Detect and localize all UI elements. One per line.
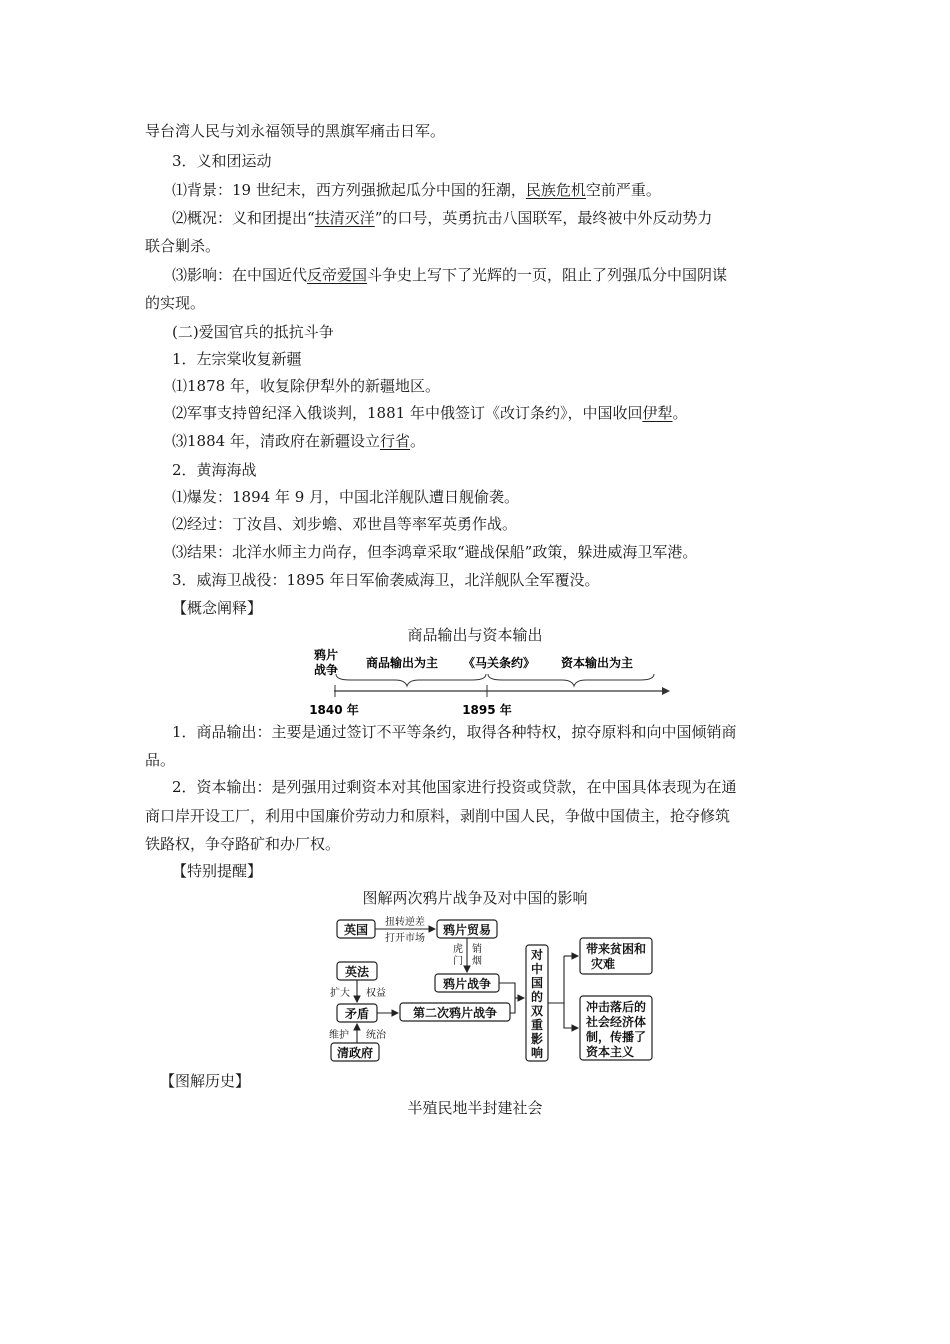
label-maintain: 维护 — [329, 1030, 349, 1041]
label-opium-war: 鸦片战争 — [442, 977, 492, 991]
section-label: 【概念阐释】 — [172, 599, 263, 617]
para-line: 品。 — [145, 751, 176, 769]
year-1840: 1840 年 — [309, 703, 359, 717]
label-effect-1-l1: 带来贫困和 — [585, 942, 647, 956]
dual-impact-char: 重 — [530, 1018, 544, 1032]
section-heading: 1．左宗棠收复新疆 — [172, 350, 302, 368]
opium-diagram-title: 图解两次鸦片战争及对中国的影响 — [362, 889, 588, 907]
dual-impact-char: 的 — [530, 990, 544, 1004]
section-heading: 2．黄海海战 — [172, 461, 257, 479]
label-effect-2-l2: 社会经济体 — [585, 1015, 647, 1029]
dual-impact-char: 响 — [530, 1046, 544, 1060]
brace-right — [488, 674, 654, 686]
para-line: ⑶结果：北洋水师主力尚存，但李鸿章采取“避战保船”政策，躲进威海卫军港。 — [172, 543, 698, 561]
brace-left — [336, 674, 486, 686]
label-xiaoyan-1: 销 — [472, 944, 482, 955]
underlined-term: 行省 — [379, 432, 410, 450]
label-effect-2-l1: 冲击落后的 — [585, 1000, 647, 1014]
section-heading: (二)爱国官兵的抵抗斗争 — [172, 323, 334, 341]
label-rule: 统治 — [366, 1030, 386, 1041]
label-brit-fr: 英法 — [344, 965, 370, 979]
timeline-phase-2: 资本输出为主 — [560, 656, 634, 670]
para-line: 联合剿杀。 — [145, 237, 221, 255]
year-1895: 1895 年 — [462, 703, 512, 717]
label-effect-1-l2: 灾难 — [590, 957, 616, 971]
section-label: 【图解历史】 — [160, 1072, 251, 1090]
para-line: ⑶1884 年，清政府在新疆设立行省。 — [172, 432, 425, 450]
dual-impact-char: 双 — [530, 1004, 544, 1018]
section-label: 【特别提醒】 — [172, 862, 263, 880]
para-line: ⑴爆发：1894 年 9 月，中国北洋舰队遭日舰偷袭。 — [172, 488, 520, 506]
label-contradiction: 矛盾 — [344, 1007, 370, 1021]
label-second-war: 第二次鸦片战争 — [412, 1006, 498, 1020]
label-humen-1: 虎 — [453, 944, 463, 955]
label-qing: 清政府 — [336, 1046, 374, 1060]
timeline-start-label-2: 战争 — [313, 663, 339, 677]
dual-impact-char: 对 — [530, 948, 544, 962]
dual-impact-char: 国 — [530, 976, 544, 990]
label-britain: 英国 — [343, 923, 369, 937]
timeline-treaty: 《马关条约》 — [462, 656, 536, 670]
para-line: ⑴背景：19 世纪末，西方列强掀起瓜分中国的狂潮，民族危机空前严重。 — [172, 181, 661, 199]
para-line: ⑵经过：丁汝昌、刘步蟾、邓世昌等率军英勇作战。 — [172, 515, 518, 533]
label-arrow1-bottom: 打开市场 — [385, 933, 425, 944]
para-line: ⑶影响：在中国近代反帝爱国斗争史上写下了光辉的一页，阻止了列强瓜分中国阴谋 — [172, 266, 728, 284]
label-opium-trade: 鸦片贸易 — [442, 923, 492, 937]
label-effect-2-l4: 资本主义 — [585, 1045, 635, 1059]
para-line: 导台湾人民与刘永福领导的黑旗军痛击日军。 — [145, 122, 446, 140]
label-expand: 扩大 — [330, 988, 350, 999]
dual-impact-char: 中 — [530, 962, 544, 976]
label-humen-2: 门 — [453, 956, 463, 967]
label-arrow1-top: 扭转逆差 — [385, 917, 425, 928]
label-effect-2-l3: 制，传播了 — [585, 1030, 647, 1044]
para-line: ⑴1878 年，收复除伊犁外的新疆地区。 — [172, 377, 440, 395]
para-line: ⑵概况：义和团提出“扶清灭洋”的口号，英勇抗击八国联军，最终被中外反动势力 — [172, 209, 713, 227]
para-line: 1．商品输出：主要是通过签订不平等条约，取得各种特权，掠夺原料和向中国倾销商 — [172, 723, 737, 741]
underlined-term: 反帝爱国 — [307, 266, 368, 284]
label-xiaoyan-2: 烟 — [472, 956, 482, 967]
timeline-arrowhead — [662, 687, 670, 695]
opium-war-diagram — [320, 912, 670, 1068]
arrow-war-impact — [499, 983, 515, 1013]
underlined-term: 扶清灭洋 — [314, 209, 375, 227]
para-line: 的实现。 — [145, 294, 206, 312]
bottom-title: 半殖民地半封建社会 — [407, 1099, 543, 1117]
para-line: 2．资本输出：是列强用过剩资本对其他国家进行投资或贷款，在中国具体表现为在通 — [172, 778, 737, 796]
timeline-phase-1: 商品输出为主 — [365, 656, 439, 670]
branch-impact — [548, 956, 564, 1003]
underlined-term: 伊犁 — [642, 404, 673, 422]
timeline-diagram — [300, 646, 680, 718]
para-line: 铁路权，争夺路矿和办厂权。 — [145, 835, 341, 853]
dual-impact-char: 影 — [530, 1032, 544, 1046]
label-rights: 权益 — [366, 988, 386, 999]
para-line: ⑵军事支持曾纪泽入俄谈判，1881 年中俄签订《改订条约》，中国收回伊犁。 — [172, 404, 688, 422]
para-line: 商口岸开设工厂，利用中国廉价劳动力和原料，剥削中国人民，争做中国债主，抢夺修筑 — [145, 807, 731, 825]
section-heading: 3．义和团运动 — [172, 152, 272, 170]
timeline-start-label-1: 鸦片 — [313, 648, 339, 662]
arrow-effect-2 — [564, 1003, 578, 1028]
para-line: 3．威海卫战役：1895 年日军偷袭威海卫，北洋舰队全军覆没。 — [172, 571, 600, 589]
timeline-title: 商品输出与资本输出 — [407, 626, 543, 644]
underlined-term: 民族危机 — [525, 181, 586, 199]
